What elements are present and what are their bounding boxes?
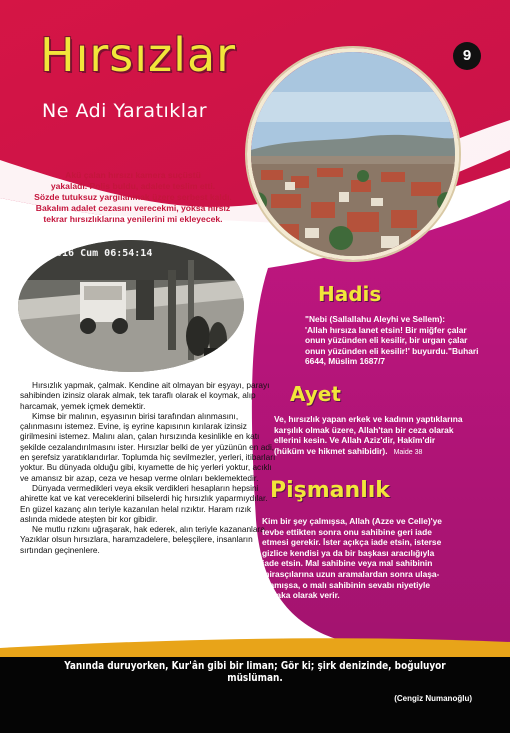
- town-photo-illustration: [251, 52, 455, 256]
- hadis-heading: Hadis: [318, 282, 382, 306]
- page-subtitle: Ne Adi Yaratıklar: [42, 100, 208, 122]
- hadis-line: onun yüzünden eli kesilir!' buyurdu."Buhari: [305, 345, 479, 356]
- ayet-line: ellerini kesin. Ve Allah Aziz'dir, Hakîm'dir: [274, 435, 436, 446]
- ayet-line: karşılık olmak üzere, Allah'tan bir ceza olarak: [274, 424, 454, 435]
- body-paragraph: Ne mutlu rızkını uğraşarak, hak ederek, alın teriyle kazananlara. Yazıklar olsun hırsızlara, haramzadelere, beleşçilere, insanların sırtından geçinenlere.: [20, 524, 268, 555]
- intro-caption: [28, 170, 238, 225]
- cctv-timestamp: 2016 Cum 06:54:14: [50, 248, 153, 259]
- intro-line: tekrar hırsızlıklarına yenilerini mi ekleyecek.: [43, 214, 223, 224]
- intro-line: Bakalım adalet cezasını verecekmi, yoksa hırsız: [35, 203, 231, 213]
- ayet-reference: Maide 38: [393, 448, 423, 456]
- cctv-photo-illustration: [18, 240, 244, 372]
- ayet-heading: Ayet: [290, 382, 341, 406]
- ayet-text: [274, 414, 499, 458]
- body-paragraph: Kimse bir malının, eşyasının birisi tarafından alınmasını, çalınmasını istemez. Evine, iş eyrine kapısının kırılarak izinsiz girilmesini istemez. Malını alan, çalan hırsızında kesinlikle en katı şekilde cezalandırılmasını ister. Hırsızlar belki de yer yüzünün en adi, en şerefsiz yaratıklarıdırlar. Toplumda hiç sevilmezler, yerleri, itibarları yoktur. Bu dünyada olduğu gibi, kıyamette de hiç yerleri yoktur, acıklı ve amansız bir azap, ceza ve hesap verme olnları beklemektedir.: [20, 410, 276, 483]
- body-paragraph: Hırsızlık yapmak, çalmak. Kendine ait olmayan bir eşyayı, parayı sahibinden izinsiz olarak almak, tek taraflı olarak el koymak, alıp harcamak, yemek içmek demektir.: [20, 380, 270, 411]
- intro-line: Sözde tutuksuz yargılanmak üzere serbest kaldı.: [34, 192, 232, 202]
- article-body: [20, 380, 280, 555]
- footer-author: (Cengiz Numanoğlu): [394, 694, 472, 703]
- pismanlik-line: Kim bir şey çalmışsa, Allah (Azze ve Celle)'ye: [262, 516, 442, 526]
- hadis-text: [305, 314, 505, 367]
- intro-line: yakaladı. Polis buldu, adalete teslim etti.: [50, 181, 216, 191]
- intro-line: Akü çalan hırsızı kamera suçüstü: [65, 170, 201, 180]
- hadis-line: "Nebi (Sallallahu Aleyhi ve Sellem):: [305, 314, 446, 324]
- cctv-still-photo: [18, 240, 244, 372]
- hadis-line: 'Allah hırsıza lanet etsin! Bir miğfer çalar: [305, 324, 467, 335]
- hadis-line: onun yüzünden eli kesilir, bir urgan çalar: [305, 335, 468, 346]
- town-rooftops-photo: [247, 48, 459, 260]
- page-title: Hırsızlar: [40, 28, 237, 82]
- pismanlik-text: [262, 516, 502, 601]
- footer-verse: Yanında duruyorken, Kur'ân gibi bir liman; Gör ki; şirk denizinde, boğuluyor müslüman.: [64, 660, 446, 684]
- pismanlik-line: etmesi gerekir. İster açıkça iade etsin, isterse: [262, 537, 442, 548]
- ayet-line: Ve, hırsızlık yapan erkek ve kadının yaptıklarına: [274, 414, 463, 424]
- ayet-line: [274, 446, 499, 459]
- ayet-line-text: (hüküm ve hikmet sahibidir).: [274, 445, 388, 456]
- pismanlik-line: gizlice kendisi ya da bir başkası aracılığıyla: [262, 547, 435, 558]
- pismanlik-line: iade etsin. Mal sahibine veya mal sahibinin: [262, 558, 433, 569]
- pismanlik-heading: Pişmanlık: [270, 478, 390, 503]
- pismanlik-line: sadaka olarak verir.: [262, 590, 340, 601]
- pismanlik-line: tevbe ettikten sonra onu sahibine geri iade: [262, 526, 432, 537]
- page-number-badge: 9: [453, 42, 481, 70]
- body-paragraph: Dünyada vermedikleri veya eksik verdikleri hesapların hepsini ahirette kat ve kat vereceklerini bilselerdi hiç hırsızlık yaparmıydılar. En güzel kazanç alın teriyle kazanılan helal rızıktır. Haram rızık aslında midede ateşten bir kor gibidir.: [20, 482, 268, 524]
- pismanlik-line: mamışsa, o malı sahibinin sevabı niyetiyle: [262, 579, 431, 590]
- hadis-line: 6644, Müslim 1687/7: [305, 356, 386, 367]
- pismanlik-line: mirasçılarına uzun aramalardan sonra ulaşa-: [262, 568, 440, 579]
